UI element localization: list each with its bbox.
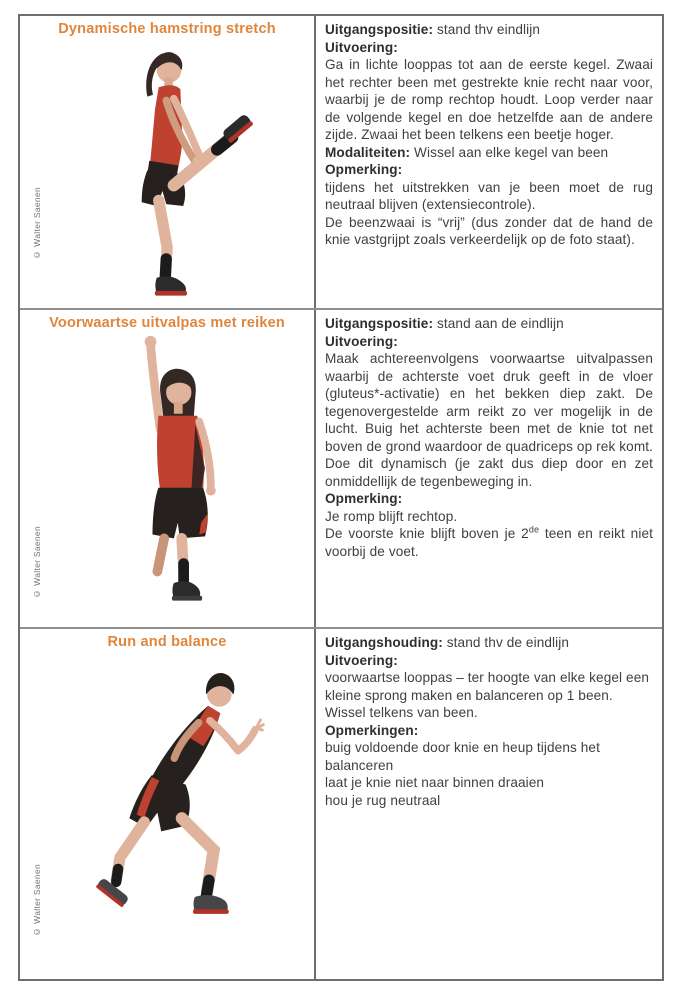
field-uitgangspositie — [325, 315, 653, 333]
uitvoering-paragraph: Maak achtereenvolgens voorwaartse uitvalpassen waarbij de achterste voet druk geeft in de vloer (gluteus*-activatie) en het bekken diep zakt. De tegenovergestelde arm reikt zo ver mogelijk in de lucht. Buig het achterste been met de knie tot net boven de grond waardoor de quadriceps op rek komt. Doe dit dynamisch (je zakt dus diep door en zet onmiddellijk de tegenbeweging in. — [325, 351, 653, 489]
field-label: Uitvoering: — [325, 39, 398, 55]
photo-cell — [20, 310, 316, 627]
field-uitvoering-label — [325, 333, 653, 351]
photo-cell — [20, 16, 316, 308]
photo-copyright: © Walter Saenen — [32, 187, 42, 260]
field-label: Uitgangspositie: — [325, 22, 434, 37]
opmerking-paragraph-superscript — [325, 525, 653, 560]
field-label: Uitgangspositie: — [325, 316, 434, 331]
exercise-photo-forward-lunge-reach — [60, 332, 280, 624]
field-modaliteiten — [325, 144, 653, 162]
field-label: Uitgangshouding: — [325, 635, 443, 650]
uitvoering-paragraph: Ga in lichte looppas tot aan de eerste kegel. Zwaai het rechter been met gestrekte knie recht naar voor, waarbij je de romp rechtop houdt. Loop verder naar de volgende kegel en doe hetzelfde aan de andere zijde. Zwaai het been telkens een beetje hoger. — [325, 57, 653, 142]
opmerking-paragraph: laat je knie niet naar binnen draaien — [325, 775, 545, 790]
field-label: Opmerking: — [325, 162, 403, 177]
exercise-title: Voorwaartse uitvalpas met reiken — [49, 315, 285, 331]
field-text: stand aan de eindlijn — [436, 316, 564, 331]
exercise-row-uitvalpas-met-reiken — [20, 310, 662, 629]
field-label: Opmerking: — [325, 491, 403, 506]
field-text: Wissel aan elke kegel van been — [414, 144, 609, 160]
field-text: stand thv eindlijn — [436, 22, 541, 37]
photo-cell — [20, 629, 316, 979]
instruction-cell — [316, 310, 662, 627]
field-uitvoering-label — [325, 39, 653, 57]
exercise-row-hamstring-stretch — [20, 16, 662, 310]
field-opmerking-label — [325, 490, 653, 508]
exercise-photo-hamstring-stretch — [70, 42, 270, 306]
opmerking-paragraph: tijdens het uitstrekken van je been moet de rug neutraal blijven (extensiecontrole). — [325, 179, 653, 212]
field-uitgangspositie — [325, 21, 653, 39]
opmerking-paragraph: Je romp blijft rechtop. — [325, 508, 458, 524]
instruction-cell — [316, 629, 662, 979]
instruction-cell — [316, 16, 662, 308]
field-opmerking-label — [325, 161, 653, 179]
exercise-title: Dynamische hamstring stretch — [58, 21, 276, 37]
field-label: Opmerkingen: — [325, 722, 419, 738]
opmerking-paragraph: hou je rug neutraal — [325, 792, 441, 808]
photo-copyright: © Walter Saenen — [32, 864, 42, 937]
field-uitgangshouding — [325, 634, 653, 652]
superscript: de — [528, 524, 540, 535]
photo-copyright: © Walter Saenen — [32, 526, 42, 599]
exercise-title: Run and balance — [107, 634, 227, 650]
field-text: stand thv de eindlijn — [446, 635, 570, 650]
field-opmerkingen-label — [325, 722, 653, 740]
opmerking-paragraph: buig voldoende door knie en heup tijdens het balanceren — [325, 740, 600, 773]
field-label: Uitvoering: — [325, 333, 398, 349]
field-label: Modaliteiten: — [325, 144, 411, 160]
uitvoering-paragraph: voorwaartse looppas – ter hoogte van elke kegel een kleine sprong maken en balanceren op 1 been. Wissel telkens van been. — [325, 670, 650, 720]
field-uitvoering-label — [325, 652, 653, 670]
exercise-photo-run-and-balance — [64, 657, 294, 957]
field-label: Uitvoering: — [325, 652, 398, 668]
exercise-row-run-and-balance — [20, 629, 662, 979]
text-segment: De voorste knie blijft boven je 2 — [325, 526, 529, 541]
opmerking-paragraph: De beenzwaai is “vrij” (dus zonder dat de hand de knie vastgrijpt zoals verkeerdelijk op de foto staat). — [325, 214, 653, 247]
exercise-sheet-table — [18, 14, 664, 981]
text-segment: teen en reikt niet voorbij de voet. — [325, 526, 653, 559]
